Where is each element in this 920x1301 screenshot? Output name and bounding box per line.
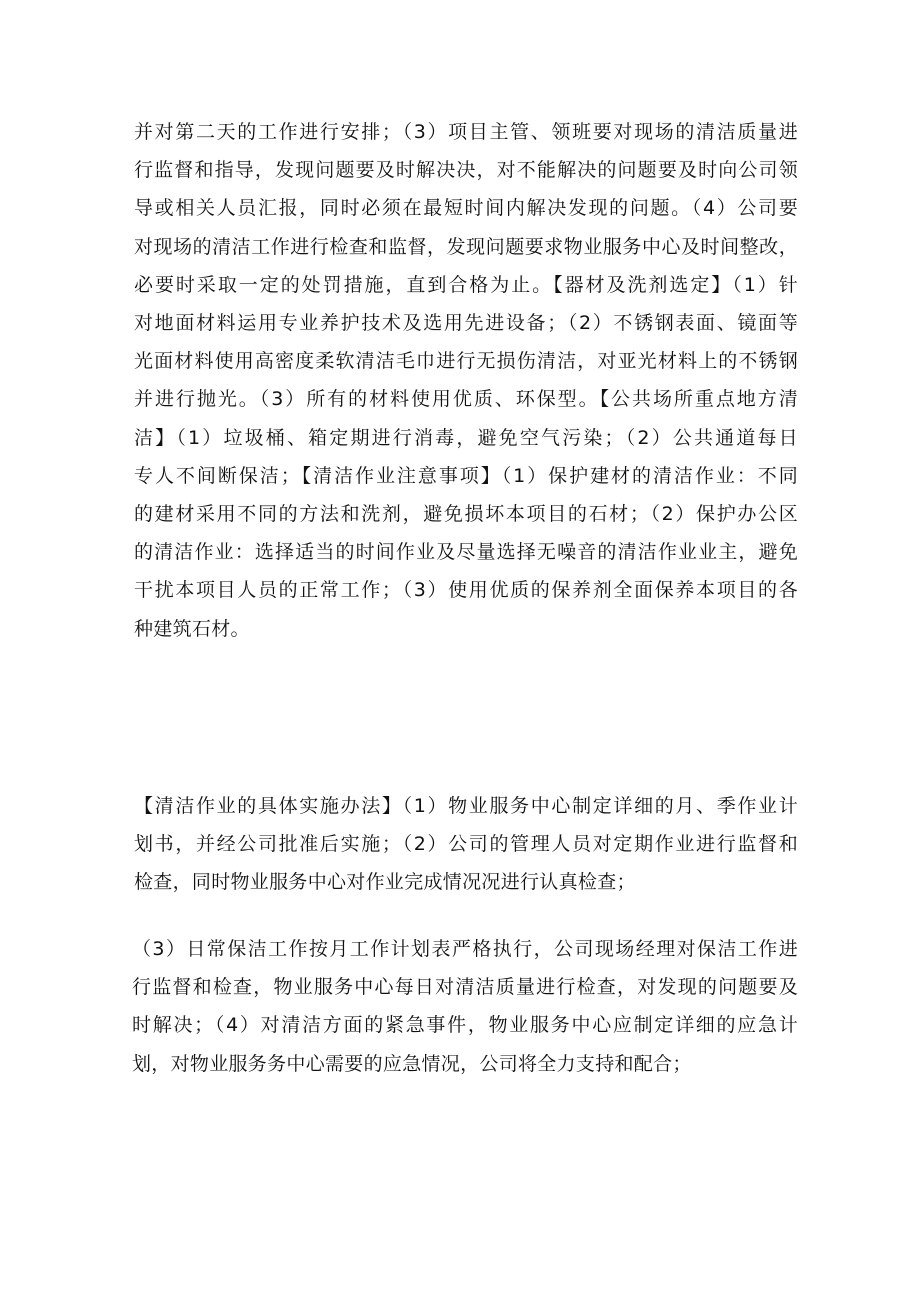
text-line: 干扰本项目人员的正常工作；（3）使用优质的保养剂全面保养本项目的各 [134, 579, 798, 602]
text-line: 检查，同时物业服务中心对作业完成情况况进行认真检查； [134, 871, 636, 894]
text-line: （3）日常保洁工作按月工作计划表严格执行，公司现场经理对保洁工作进 [132, 938, 798, 960]
text-line: 种建筑石材。 [134, 617, 250, 640]
text-line: 光面材料使用高密度柔软清洁毛巾进行无损伤清洁，对亚光材料上的不锈钢 [134, 350, 798, 373]
text-line: 并对第二天的工作进行安排；（3）项目主管、领班要对现场的清洁质量进 [134, 121, 798, 143]
text-line: 行监督和指导，发现问题要及时解决决，对不能解决的问题要及时向公司领 [134, 159, 798, 182]
text-line: 并进行抛光。（3）所有的材料使用优质、环保型。【公共场所重点地方清 [134, 388, 798, 411]
text-line: 必要时采取一定的处罚措施，直到合格为止。【器材及洗剂选定】（1）针 [134, 273, 798, 296]
text-line: 洁】（1）垃圾桶、箱定期进行消毒，避免空气污染；（2）公共通道每日 [134, 426, 798, 449]
text-line: 的建材采用不同的方法和洗剂，避免损坏本项目的石材；（2）保护办公区 [134, 503, 798, 526]
text-line: 时解决；（4）对清洁方面的紧急事件，物业服务中心应制定详细的应急计 [132, 1014, 798, 1037]
text-line: 对地面材料运用专业养护技术及选用先进设备；（2）不锈钢表面、镜面等 [134, 312, 798, 335]
text-line: 专人不间断保洁；【清洁作业注意事项】（1）保护建材的清洁作业：不同 [134, 464, 798, 487]
text-line: 划，对物业服务务中心需要的应急情况，公司将全力支持和配合； [132, 1052, 692, 1075]
text-line: 划书，并经公司批准后实施；（2）公司的管理人员对定期作业进行监督和 [134, 833, 798, 856]
text-line: 对现场的清洁工作进行检查和监督，发现问题要求物业服务中心及时间整改， [134, 235, 798, 258]
paragraph-implementation-methods [134, 787, 798, 902]
text-line: 导或相关人员汇报，同时必须在最短时间内解决发现的问题。（4）公司要 [134, 197, 798, 220]
paragraph-cleaning-management [134, 113, 798, 648]
paragraph-daily-cleaning [132, 930, 798, 1083]
text-line: 行监督和检查，物业服务中心每日对清洁质量进行检查，对发现的问题要及 [132, 976, 798, 999]
text-line: 的清洁作业：选择适当的时间作业及尽量选择无噪音的清洁作业业主，避免 [134, 541, 798, 564]
text-line: 【清洁作业的具体实施办法】（1）物业服务中心制定详细的月、季作业计 [134, 795, 798, 817]
